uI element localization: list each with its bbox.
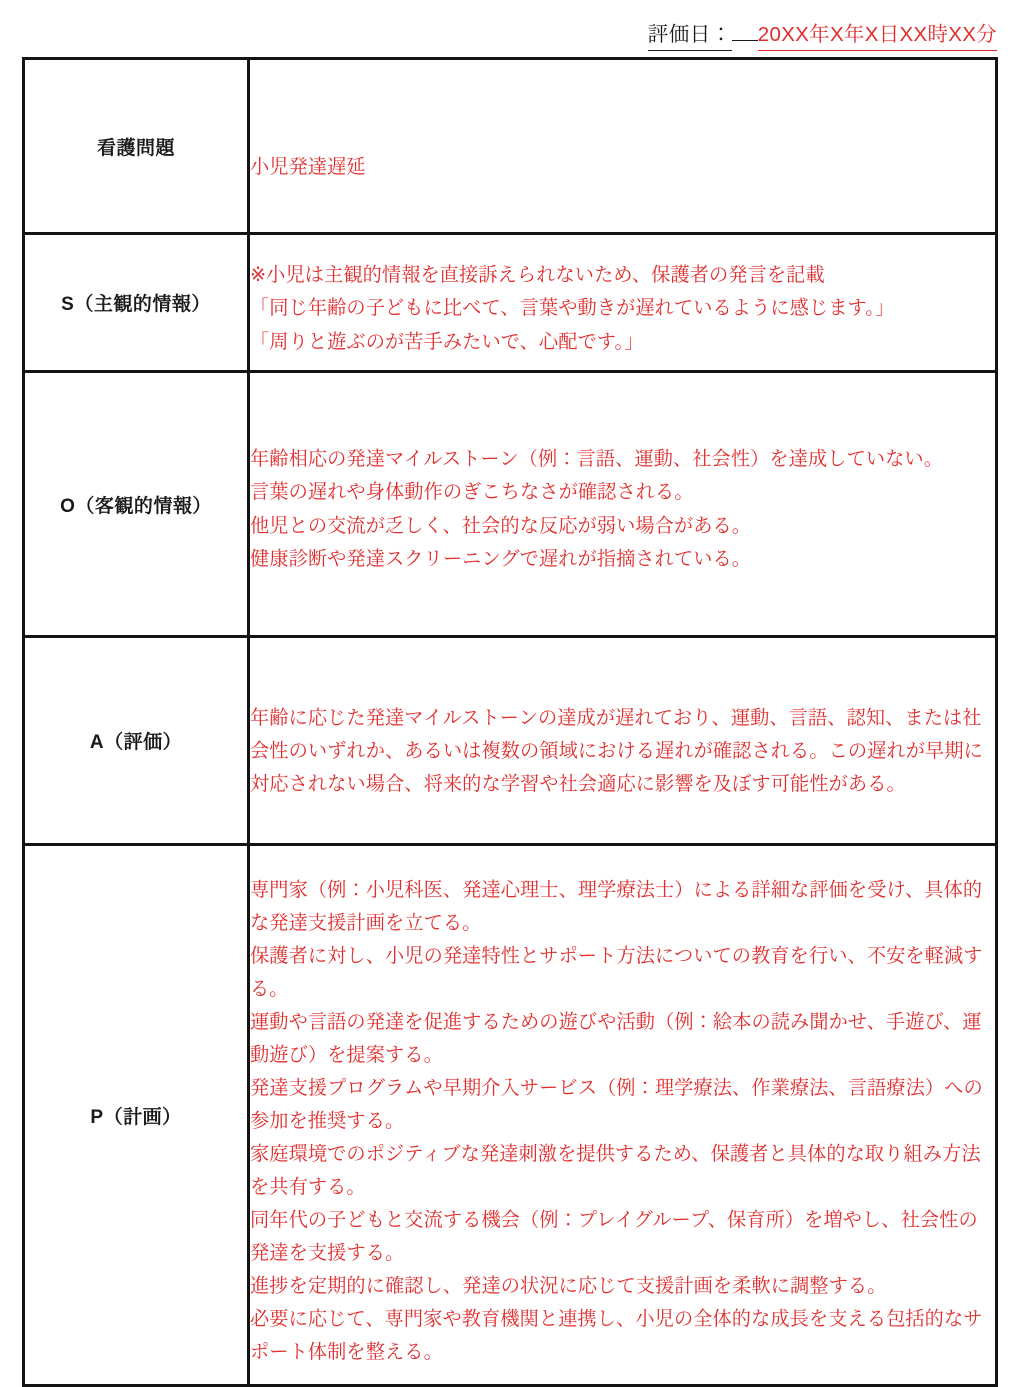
evaluation-date-value: 20XX年X年X日XX時XX分	[758, 22, 997, 51]
evaluation-date-label: 評価日：	[648, 22, 732, 51]
row-label-subjective: S（主観的情報）	[24, 234, 249, 372]
table-row-nursing-problem	[24, 59, 997, 234]
soap-table	[22, 57, 998, 1387]
table-row-plan	[24, 845, 997, 1386]
row-label-nursing-problem: 看護問題	[24, 59, 249, 234]
row-label-objective: O（客観的情報）	[24, 372, 249, 637]
row-content-nursing-problem: 小児発達遅延	[249, 59, 997, 234]
row-content-subjective: ※小児は主観的情報を直接訴えられないため、保護者の発言を記載 「同じ年齢の子どもに比べて、言葉や動きが遅れているように感じます。」 「周りと遊ぶのが苦手みたいで、心配です。」	[249, 234, 997, 372]
row-content-assessment: 年齢に応じた発達マイルストーンの達成が遅れており、運動、言語、認知、または社会性のいずれか、あるいは複数の領域における遅れが確認される。この遅れが早期に対応されない場合、将来的な学習や社会適応に影響を及ぼす可能性がある。	[249, 637, 997, 845]
row-content-plan: 専門家（例：小児科医、発達心理士、理学療法士）による詳細な評価を受け、具体的な発達支援計画を立てる。 保護者に対し、小児の発達特性とサポート方法についての教育を行い、不安を軽減する。 運動や言語の発達を促進するための遊びや活動（例：絵本の読み聞かせ、手遊び、運動遊び）を提案する。 発達支援プログラムや早期介入サービス（例：理学療法、作業療法、言語療法）への参加を推奨する。 家庭環境でのポジティブな発達刺激を提供するため、保護者と具体的な取り組み方法を共有する。 同年代の子どもと交流する機会（例：プレイグループ、保育所）を増やし、社会性の発達を支援する。 進捗を定期的に確認し、発達の状況に応じて支援計画を柔軟に調整する。 必要に応じて、専門家や教育機関と連携し、小児の全体的な成長を支える包括的なサポート体制を整える。	[249, 845, 997, 1386]
table-row-objective	[24, 372, 997, 637]
evaluation-date-spacer	[732, 38, 758, 41]
row-content-objective: 年齢相応の発達マイルストーン（例：言語、運動、社会性）を達成していない。 言葉の遅れや身体動作のぎこちなさが確認される。 他児との交流が乏しく、社会的な反応が弱い場合がある。 健康診断や発達スクリーニングで遅れが指摘されている。	[249, 372, 997, 637]
row-label-assessment: A（評価）	[24, 637, 249, 845]
evaluation-date-header	[648, 22, 997, 51]
table-row-assessment	[24, 637, 997, 845]
table-row-subjective	[24, 234, 997, 372]
row-label-plan: P（計画）	[24, 845, 249, 1386]
